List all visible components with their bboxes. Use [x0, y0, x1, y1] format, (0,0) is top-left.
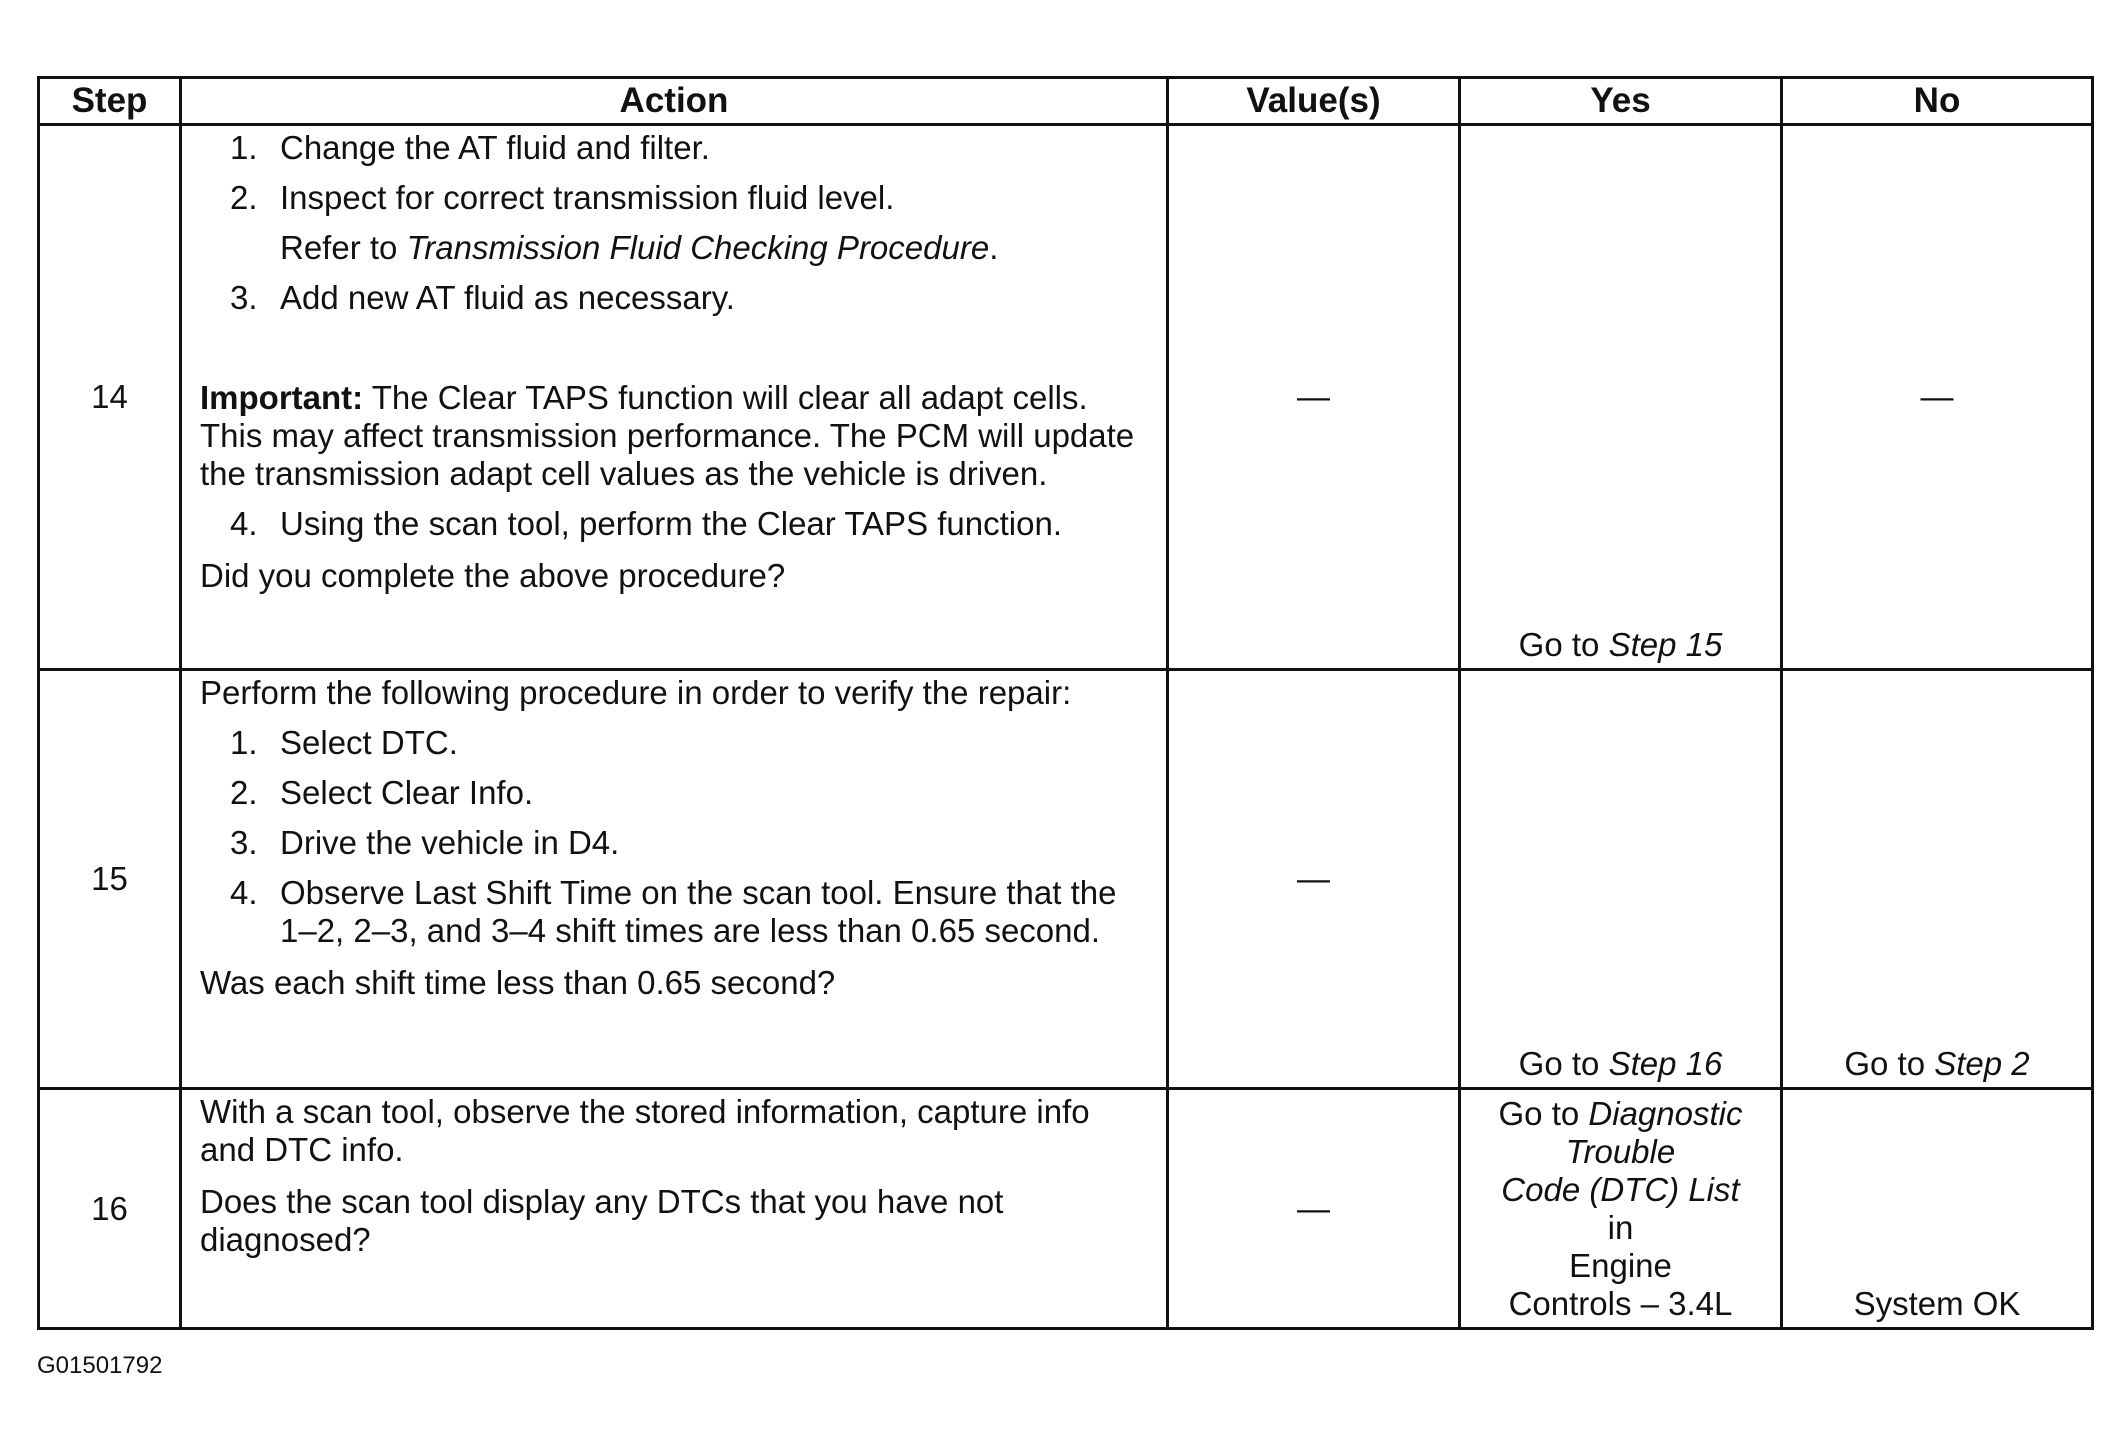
header-step: Step	[39, 78, 181, 125]
list-text: Add new AT fluid as necessary.	[280, 279, 735, 316]
refer-suffix: .	[989, 229, 999, 266]
step-number: 15	[39, 670, 181, 1089]
value-cell: —	[1168, 670, 1460, 1089]
table-row-step-15	[39, 670, 2093, 1089]
action-intro: Perform the following procedure in order to verify the repair:	[200, 674, 1072, 711]
yes-prefix: Go to	[1518, 1045, 1609, 1082]
list-text: Observe Last Shift Time on the scan tool. Ensure that the 1–2, 2–3, and 3–4 shift times are less than 0.65 second.	[280, 874, 1117, 949]
yes-text: Controls – 3.4L	[1508, 1285, 1733, 1322]
header-values: Value(s)	[1168, 78, 1460, 125]
yes-text: in	[1607, 1209, 1634, 1246]
yes-cell	[1460, 670, 1782, 1089]
step-number: 16	[39, 1089, 181, 1329]
yes-dtc-link[interactable]: Code (DTC) List	[1501, 1171, 1740, 1208]
action-question: Does the scan tool display any DTCs that you have not diagnosed?	[200, 1183, 1004, 1258]
refer-link[interactable]: Transmission Fluid Checking Procedure	[406, 229, 990, 266]
list-text: Inspect for correct transmission fluid level.	[280, 179, 895, 216]
yes-step-link[interactable]: Step 16	[1608, 1045, 1723, 1082]
yes-prefix: Go to	[1518, 626, 1609, 663]
no-prefix: Go to	[1844, 1045, 1935, 1082]
list-number: 2.	[230, 774, 258, 811]
list-number: 4.	[230, 505, 258, 542]
important-note	[200, 379, 1148, 493]
no-cell	[1782, 670, 2093, 1089]
list-item	[230, 874, 1148, 950]
table-row-step-14	[39, 125, 2093, 670]
figure-id: G01501792	[37, 1352, 163, 1379]
header-no: No	[1782, 78, 2093, 125]
yes-text: Engine	[1569, 1247, 1672, 1284]
table-header-row	[39, 78, 2093, 125]
yes-cell	[1460, 1089, 1782, 1329]
list-text: Drive the vehicle in D4.	[280, 824, 620, 861]
list-number: 2.	[230, 179, 258, 216]
list-number: 4.	[230, 874, 258, 911]
list-text: Select Clear Info.	[280, 774, 534, 811]
no-cell: —	[1782, 125, 2093, 670]
yes-cell	[1460, 125, 1782, 670]
list-item	[230, 824, 1148, 862]
list-text: Change the AT fluid and filter.	[280, 129, 710, 166]
action-cell	[181, 125, 1168, 670]
action-question: Was each shift time less than 0.65 second?	[200, 964, 836, 1001]
yes-step-link[interactable]: Step 15	[1608, 626, 1723, 663]
list-text: Using the scan tool, perform the Clear TAPS function.	[280, 505, 1062, 542]
action-intro: With a scan tool, observe the stored information, capture info and DTC info.	[200, 1093, 1090, 1168]
action-cell	[181, 1089, 1168, 1329]
list-item	[230, 774, 1148, 812]
value-cell: —	[1168, 1089, 1460, 1329]
table-row-step-16	[39, 1089, 2093, 1329]
list-number: 3.	[230, 279, 258, 316]
refer-line	[280, 229, 1148, 267]
value-cell: —	[1168, 125, 1460, 670]
no-step-link[interactable]: Step 2	[1934, 1045, 2030, 1082]
yes-dtc-link[interactable]: Diagnostic	[1588, 1095, 1743, 1132]
list-number: 1.	[230, 724, 258, 761]
diagnostic-table	[37, 76, 2094, 1330]
list-text: Select DTC.	[280, 724, 458, 761]
step-number: 14	[39, 125, 181, 670]
list-item	[230, 724, 1148, 762]
list-number: 1.	[230, 129, 258, 166]
header-yes: Yes	[1460, 78, 1782, 125]
list-item	[230, 279, 1148, 317]
yes-prefix: Go to	[1498, 1095, 1589, 1132]
action-cell	[181, 670, 1168, 1089]
no-cell: System OK	[1782, 1089, 2093, 1329]
list-number: 3.	[230, 824, 258, 861]
important-label: Important:	[200, 379, 364, 416]
list-item	[230, 505, 1148, 543]
important-text: The Clear TAPS function will clear all adapt cells. This may affect transmission performance. The PCM will update the transmission adapt cell values as the vehicle is driven.	[200, 379, 1135, 492]
header-action: Action	[181, 78, 1168, 125]
list-item	[230, 179, 1148, 217]
list-item	[230, 129, 1148, 167]
action-question: Did you complete the above procedure?	[200, 557, 786, 594]
refer-prefix: Refer to	[280, 229, 407, 266]
yes-dtc-link[interactable]: Trouble	[1565, 1133, 1676, 1170]
